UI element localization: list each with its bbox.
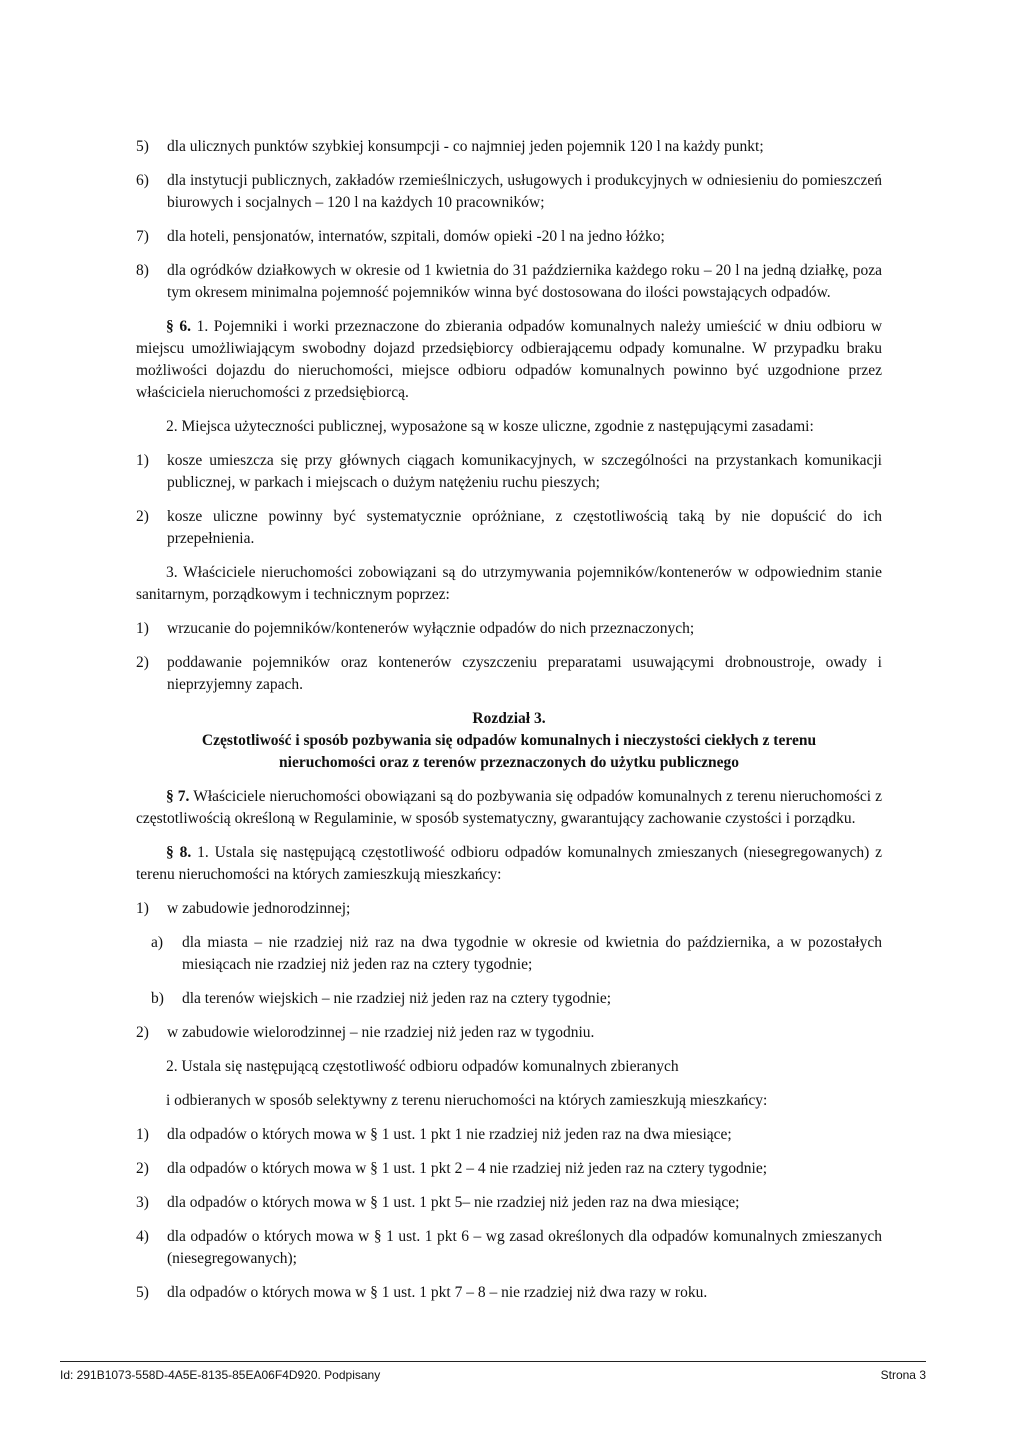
chapter-heading xyxy=(136,708,882,774)
section-6-label: § 6. xyxy=(166,318,191,335)
list-item: 6) dla instytucji publicznych, zakładów rzemieślniczych, usługowych i produkcyjnych w odniesieniu do pomieszczeń biurowych i socjalnych – 120 l na każdych 10 pracowników; xyxy=(136,172,882,211)
list-item: 1) wrzucanie do pojemników/kontenerów wyłącznie odpadów do nich przeznaczonych; xyxy=(136,620,695,637)
section-6-paragraph-3: 3. Właściciele nieruchomości zobowiązani są do utrzymywania pojemników/kontenerów w odpowiednim stanie sanitarnym, porządkowym i technicznym poprzez: xyxy=(136,564,882,603)
sub-list-item: a) dla miasta – nie rzadziej niż raz na dwa tygodnie w okresie od kwietnia do października, a w pozostałych miesiącach nie rzadziej niż jeden raz na cztery tygodnie; xyxy=(151,934,882,973)
section-8-paragraph-2-line-1: 2. Ustala się następującą częstotliwość odbioru odpadów komunalnych zbieranych xyxy=(166,1058,679,1075)
chapter-title-line-2: nieruchomości oraz z terenów przeznaczonych do użytku publicznego xyxy=(279,754,739,771)
list-item: 1) w zabudowie jednorodzinnej; xyxy=(136,900,351,917)
list-item: 4) dla odpadów o których mowa w § 1 ust. 1 pkt 6 – wg zasad określonych dla odpadów komunalnych zmieszanych (niesegregowanych); xyxy=(136,1228,882,1267)
page-footer xyxy=(60,1361,926,1382)
section-8-label: § 8. xyxy=(166,844,192,861)
list-item: 5) dla ulicznych punktów szybkiej konsumpcji - co najmniej jeden pojemnik 120 l na każdy punkt; xyxy=(136,138,764,155)
chapter-title-line-1: Częstotliwość i sposób pozbywania się odpadów komunalnych i nieczystości ciekłych z terenu xyxy=(201,732,817,749)
list-item: 8) dla ogródków działkowych w okresie od 1 kwietnia do 31 października każdego roku – 20 l na jedną działkę, poza tym okresem minimalna pojemność pojemników winna być dostosowana do ilości powstających odpadów. xyxy=(136,262,882,301)
list-item: 1) dla odpadów o których mowa w § 1 ust. 1 pkt 1 nie rzadziej niż jeden raz na dwa miesiące; xyxy=(136,1126,732,1143)
list-item: 3) dla odpadów o których mowa w § 1 ust. 1 pkt 5– nie rzadziej niż jeden raz na dwa miesiące; xyxy=(136,1194,740,1211)
section-8-paragraph-1: § 8. 1. Ustala się następującą częstotliwość odbioru odpadów komunalnych zmieszanych (niesegregowanych) z terenu nieruchomości na których zamieszkują mieszkańcy: xyxy=(136,844,883,883)
list-item: 1) kosze umieszcza się przy głównych ciągach komunikacyjnych, w szczególności na przystankach komunikacji publicznej, w parkach i miejscach o dużym natężeniu ruchu pieszych; xyxy=(136,452,882,491)
section-7-paragraph: § 7. Właściciele nieruchomości obowiązani są do pozbywania się odpadów komunalnych z terenu nieruchomości z częstotliwością określoną w Regulaminie, w sposób systematyczny, gwarantujący zachowanie czystości i porządku. xyxy=(136,788,883,827)
document-id: Id: 291B1073-558D-4A5E-8135-85EA06F4D920. Podpisany xyxy=(60,1368,381,1382)
page-number: Strona 3 xyxy=(880,1368,926,1382)
list-item: 2) dla odpadów o których mowa w § 1 ust. 1 pkt 2 – 4 nie rzadziej niż jeden raz na cztery tygodnie; xyxy=(136,1160,768,1177)
document-body xyxy=(136,136,882,1316)
section-6-paragraph-1: § 6. 1. Pojemniki i worki przeznaczone do zbierania odpadów komunalnych należy umieścić w dniu odbioru w miejscu umożliwiającym swobodny dojazd przedsiębiorcy odbierającemu odpady komunalne. W przypadku braku możliwości dojazdu do nieruchomości, miejsce odbioru odpadów komunalnych powinno być uzgodnione przez właściciela nieruchomości z przedsiębiorcą. xyxy=(136,318,883,401)
list-item: 5) dla odpadów o których mowa w § 1 ust. 1 pkt 7 – 8 – nie rzadziej niż dwa razy w roku. xyxy=(136,1284,708,1301)
list-item: 7) dla hoteli, pensjonatów, internatów, szpitali, domów opieki -20 l na jedno łóżko; xyxy=(136,228,665,245)
section-7-label: § 7. xyxy=(166,788,190,805)
list-item: 2) kosze uliczne powinny być systematycznie opróżniane, z częstotliwością taką by nie dopuścić do ich przepełnienia. xyxy=(136,508,882,547)
list-item: 2) w zabudowie wielorodzinnej – nie rzadziej niż jeden raz w tygodniu. xyxy=(136,1024,595,1041)
sub-list-item: b) dla terenów wiejskich – nie rzadziej niż jeden raz na cztery tygodnie; xyxy=(151,990,612,1007)
chapter-label: Rozdział 3. xyxy=(472,710,546,727)
section-6-paragraph-2: 2. Miejsca użyteczności publicznej, wyposażone są w kosze uliczne, zgodnie z następującymi zasadami: xyxy=(166,418,814,435)
section-8-paragraph-2-line-2: i odbieranych w sposób selektywny z terenu nieruchomości na których zamieszkują mieszkańcy: xyxy=(166,1092,768,1109)
list-item: 2) poddawanie pojemników oraz kontenerów czyszczeniu preparatami usuwającymi drobnoustroje, owady i nieprzyjemny zapach. xyxy=(136,654,882,693)
